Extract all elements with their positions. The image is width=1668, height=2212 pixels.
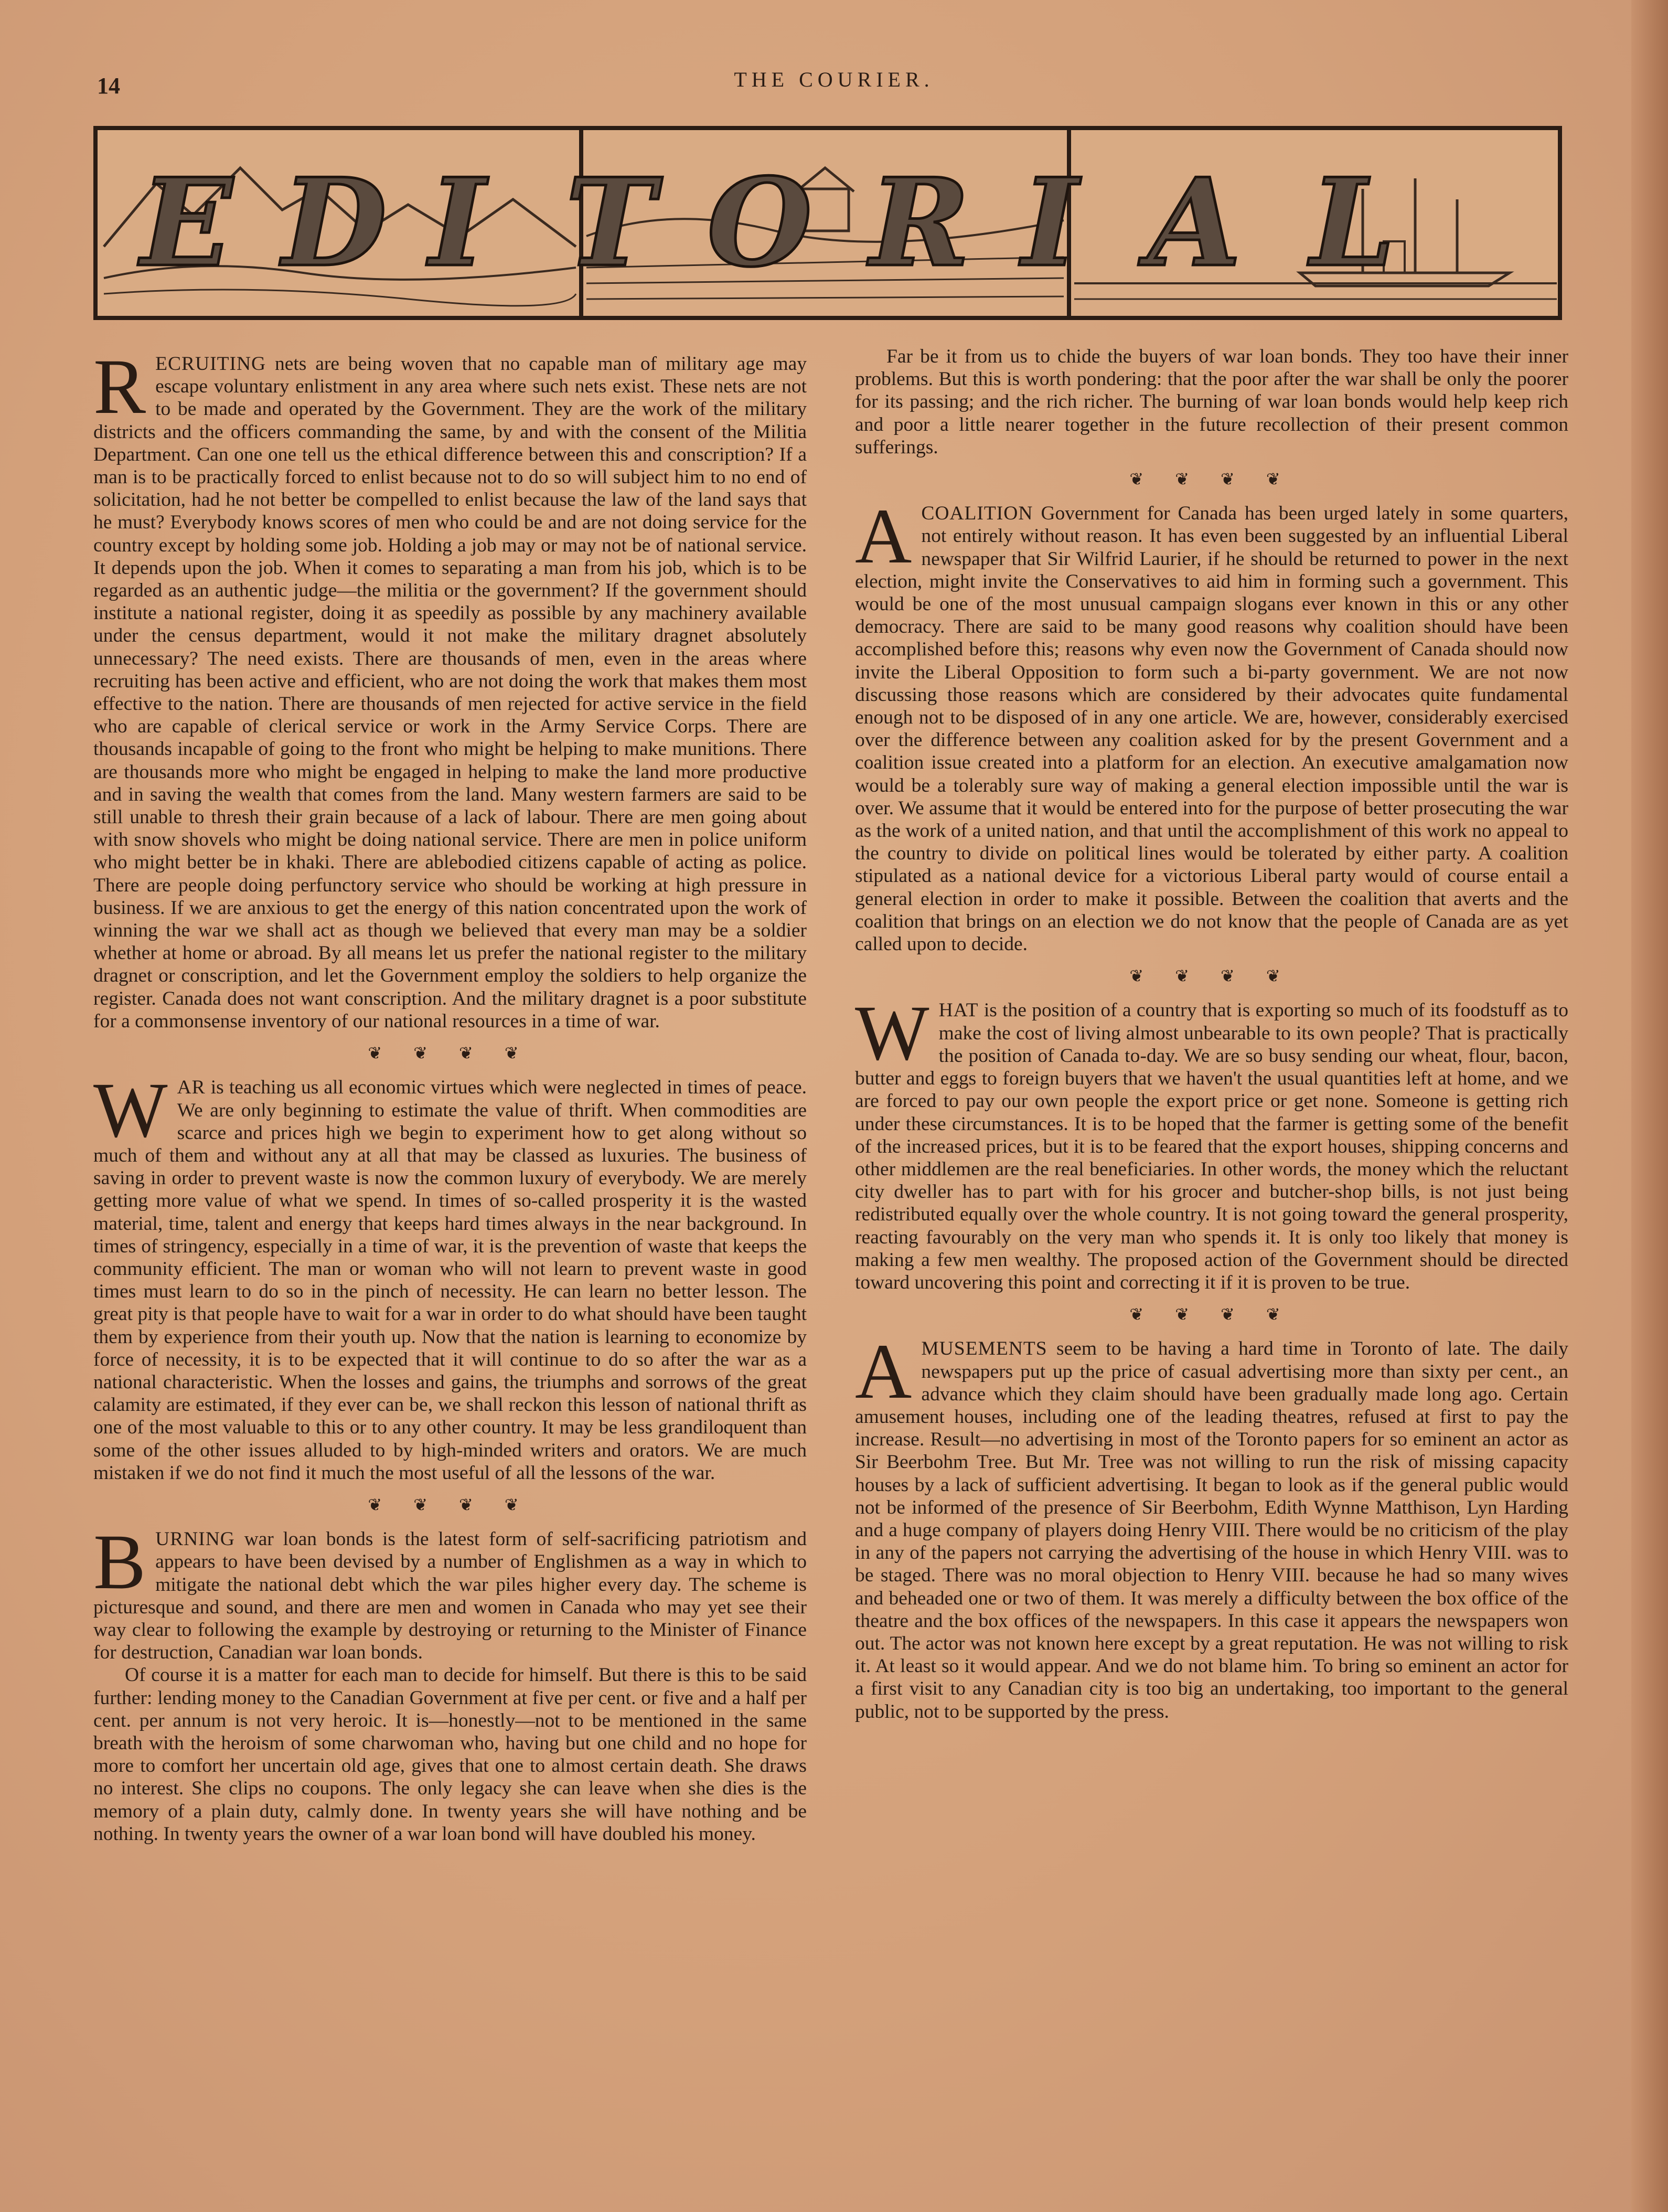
article-text: is the position of a country that is exporting so much of its foodstuff as to make the cost of living almost unbearable to its own people? That is practically the position of Canada to-day. We are so busy sending our wheat, flour, bacon, butter and eggs to foreign buyers that we haven't the usual quantities left at home, and we are forced to pay our own people the export price or get none. Someone is getting rich under these circumstances. It is to be hoped that the farmer is getting some of the benefit of the increased prices, but it is to be feared that the export houses, shipping concerns and other middlemen are the real beneficiaries. In other words, the money which the reluctant city dweller has to part with for his grocer and butcher-shop bills, is not just being redistributed equally over the whole country. It is not going toward the general prosperity, reacting favourably on the very man who spends it. It is only too likely that money is making a few men wealthy. The proposed action of the Government should be directed toward uncovering this point and correcting it if it is proven to be true. bbox=[855, 999, 1568, 1293]
article-text: seem to be having a hard time in Toronto of late. The daily newspapers put up the price of casual advertising more than sixty per cent., an advance which they claim should have been gradually made long ago. Certain amusement houses, including one of the leading theatres, refused at first to pay the increase. Result—no advertising in most of the Toronto papers for so eminent an actor as Sir Beerbohm Tree. But Mr. Tree was not willing to run the risk of missing capacity houses by a lack of sufficient advertising. It began to look as if the general public would not be informed of the presence of Sir Beerbohm, Edith Wynne Matthison, Lyn Harding and a huge company of players doing Henry VIII. There would be no criticism of the play in any of the papers not carrying the advertising of the house in which Henry VIII. was to be staged. There was no moral objection to Henry VIII. because he had so many wives and beheaded one or two of them. It was merely a difficulty between the box office of the theatre and the box offices of the newspapers. In this case it appears the newspapers won out. The actor was not known here except by a great reputation. He was not willing to risk it. At least so it would appear. And we do not blame him. To bring so eminent an actor for a first visit to any Canadian city is too big an undertaking, too important to the general public, not to be supported by the press. bbox=[855, 1338, 1569, 1722]
article-what bbox=[855, 990, 1568, 1294]
article-text: is teaching us all economic virtues which were neglected in times of peace. We are only beginning to estimate the value of thrift. When commodities are scarce and prices high we begin to experiment how to get along without so much of them and without any at all that may be classed as luxuries. The business of saving in order to prevent waste is now the common luxury of everybody. We are merely getting more value of what we spend. In times of so-called prosperity it is the wasted material, time, talent and energy that keeps hard times always in the near background. In times of stringency, especially in a time of war, it is the prevention of waste that keeps the community efficient. The man or woman who will not learn to prevent waste in good times must learn to do so in the pinch of necessity. He can learn no better lesson. The great pity is that people have to wait for a war in order to do what should have been taught them by experience from their youth up. Now that the nation is learning to economize by force of necessity, it is to be expected that it will continue to do so after the war as a national characteristic. When the losses and gains, the triumphs and sorrows of the great calamity are estimated, if they ever can be, we shall reckon this lesson of national thrift as one of the most valuable to this or to any other country. It may be less grandiloquent than some of the other issues alluded to by high-minded writers and orators. We are much mistaken if we do not find it much the most useful of all the lessons of the war. bbox=[93, 1077, 807, 1484]
banner-letter: R bbox=[870, 152, 970, 294]
article-text: Of course it is a matter for each man to decide for himself. But there is this to be said further: lending money to the Canadian Government at five per cent. or five and a half per cent. per annum is not very heroic. It is—honestly—not to be mentioned in the same breath with the heroism of some charwoman who, having but one child and no hope for more to comfort her uncertain old age, gives that one to almost certain death. She draws no interest. She clips no coupons. The only legacy she can leave when she dies is the memory of a plain duty, calmly done. In twenty years she will have nothing and be nothing. In twenty years the owner of a war loan bond will have doubled his money. bbox=[93, 1664, 807, 1845]
lead-word: COALITION bbox=[921, 503, 1033, 525]
drop-cap: A bbox=[855, 493, 912, 580]
lead-word: HAT bbox=[938, 999, 979, 1022]
article-coalition bbox=[855, 493, 1568, 955]
banner-letter: I bbox=[1022, 152, 1078, 294]
article-war bbox=[93, 1067, 807, 1484]
article-text: Far be it from us to chide the buyers of war loan bonds. They too have their inner problems. But this is worth pondering: that the poor after the war shall be only the poorer for its passing; and the rich richer. The burning of war loan bonds would help keep rich and poor a little nearer together in the future recollection of their present common sufferings. bbox=[855, 346, 1568, 458]
page-number: 14 bbox=[97, 73, 120, 99]
banner-letter: I bbox=[429, 152, 486, 294]
section-ornament: ❦ ❦ ❦ ❦ bbox=[368, 1044, 532, 1063]
right-column bbox=[855, 345, 1568, 1723]
article-text: war loan bonds is the latest form of self-sacrificing patriotism and appears to have been devised by a number of Englishmen as a way in which to mitigate the national debt which the war piles higher every day. The scheme is picturesque and sound, and there are men and women in Canada who may yet see their way clear to following the example by destroying or returning to the Minister of Finance for destruction, Canadian war loan bonds. bbox=[93, 1528, 807, 1664]
section-ornament: ❦ ❦ ❦ ❦ bbox=[1129, 1305, 1294, 1324]
lead-word: URNING bbox=[155, 1528, 235, 1550]
drop-cap: W bbox=[855, 990, 929, 1077]
section-ornament: ❦ ❦ ❦ ❦ bbox=[1129, 470, 1294, 489]
banner-letter: D bbox=[282, 152, 387, 294]
lead-word: AR bbox=[177, 1077, 206, 1099]
drop-cap: R bbox=[93, 343, 146, 430]
running-title: THE COURIER. bbox=[734, 68, 934, 91]
article-amusements bbox=[855, 1328, 1569, 1722]
drop-cap: A bbox=[855, 1328, 912, 1416]
article-burning bbox=[93, 1518, 807, 1845]
banner-letter: T bbox=[565, 152, 656, 294]
drop-cap: B bbox=[93, 1518, 146, 1606]
article-text: nets are being woven that no capable man of military age may escape voluntary enlistment in any area where such nets exist. These nets are not to be made and operated by the Government. They are the work of the military districts and the officers commanding the same, by and with the consent of the Militia Department. Can one one tell us the ethical difference between this and conscription? If a man is to be practically forced to enlist because not to do so will subject him to no end of solicitation, had he not better be compelled to enlist because the law of the land says that he must? Everybody knows scores of men who could be and are not doing service for the country except by holding some job. Holding a job may or may not be of national service. It depends upon the job. When it comes to separating a man from his job, which is to be regarded as an authentic judge—the militia or the government? If the government should institute a national register, doing it as speedily as possible by any machinery available under the census department, would it not make the military dragnet absolutely unnecessary? The need exists. There are thousands of men, even in the areas where recruiting has been active and efficient, who are not doing the work that makes them most effective to the nation. There are thousands of men rejected for active service in the field who are capable of clerical service or work in the Army Service Corps. There are thousands incapable of going to the front who might be helping to make munitions. There are thousands more who might be engaged in helping to make the land more productive and in saving the wealth that comes from the land. Many western farmers are said to be still unable to thresh their grain because of a lack of labour. There are men going about with snow shovels who might be doing national service. There are men in police uniform who might better be in khaki. There are ablebodied citizens capable of acting as police. There are people doing perfunctory service who should be working at high pressure in business. If we are anxious to get the energy of this nation concentrated upon the work of winning the war we shall act as though we believed that every man may be a soldier whether at home or abroad. By all means let us prefer the national register to the military dragnet or conscription, and let the Government employ the soldiers to help organize the register. Canada does not want conscription. And the military dragnet is a poor substitute for a commonsense inventory of our national resources in a time of war. bbox=[93, 353, 807, 1032]
banner-letter: L bbox=[1310, 152, 1395, 294]
section-ornament: ❦ ❦ ❦ ❦ bbox=[1129, 966, 1294, 986]
banner-letter: E bbox=[141, 152, 233, 294]
section-ornament: ❦ ❦ ❦ ❦ bbox=[368, 1495, 532, 1514]
banner-letter: O bbox=[707, 152, 812, 294]
article-text: Government for Canada has been urged lately in some quarters, not entirely without reason. It has even been suggested by an influential Liberal newspaper that Sir Wilfrid Laurier, if he should be returned to power in the next election, might invite the Conservatives to aid him in forming such a government. This would be one of the most unusual campaign slogans ever known in this or any other democracy. There are said to be many good reasons why coalition should have been accomplished before this; reasons why even now the Government of Canada should now invite the Liberal Opposition to form such a bi-party government. We are not now discussing those reasons which are considered by their advocates quite fundamental enough not to be disposed of in any one article. We are, however, considerably exercised over the difference between any coalition asked for by the present Government and a coalition issue created into a platform for an election. An executive amalgamation now would be a tolerably sure way of making a general election impossible until the war is over. We assume that it would be entered into for the purpose of better prosecuting the war as the work of a united nation, and that until the accomplishment of this work no appeal to the country to divide on political lines would be tolerated by either party. A coalition stipulated as a national device for a victorious Liberal party would of course entail a general election in order to make it possible. Between the coalition that averts and the coalition that brings on an election we do not know that the people of Canada are as yet called upon to decide. bbox=[855, 503, 1568, 955]
page-edge bbox=[1631, 0, 1668, 2212]
drop-cap: W bbox=[93, 1067, 168, 1154]
lead-word: ECRUITING bbox=[155, 353, 266, 375]
lead-word: MUSEMENTS bbox=[921, 1338, 1047, 1360]
left-column bbox=[93, 343, 807, 1845]
banner-letter: A bbox=[1148, 152, 1242, 294]
editorial-banner bbox=[93, 126, 1562, 320]
article-recruiting bbox=[93, 343, 807, 1033]
